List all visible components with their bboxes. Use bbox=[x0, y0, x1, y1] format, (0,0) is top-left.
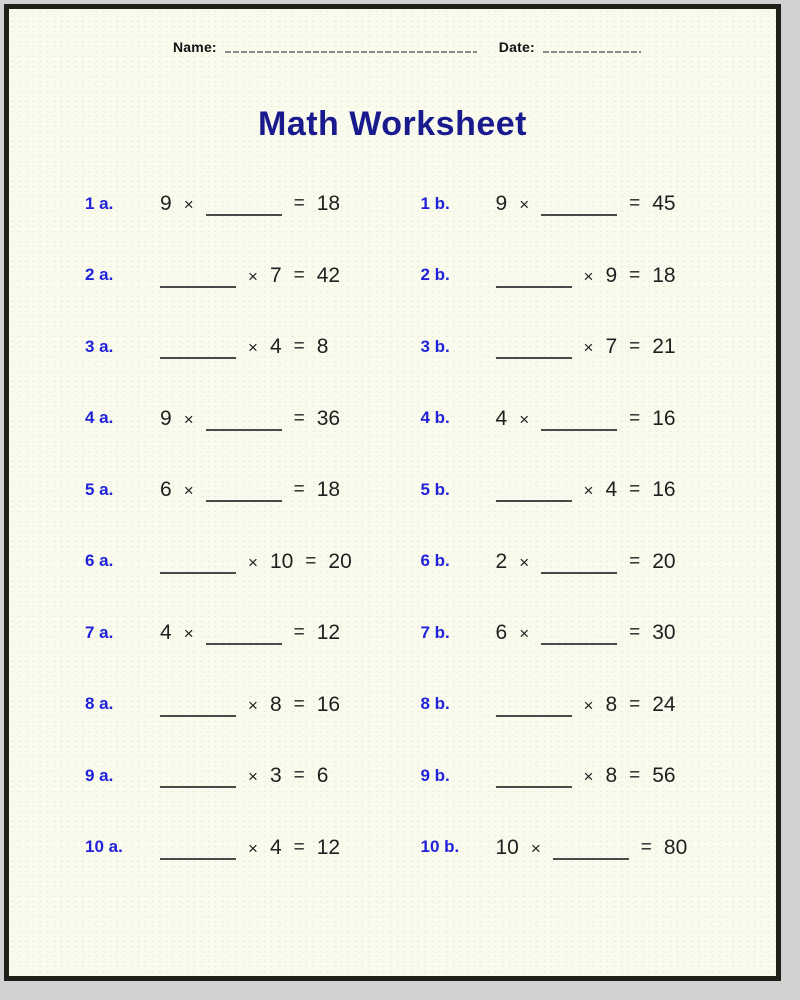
multiply-sign: × bbox=[248, 695, 258, 715]
answer-blank[interactable] bbox=[206, 643, 282, 645]
equals-sign: = bbox=[629, 479, 641, 501]
problem-number: 10 a. bbox=[85, 837, 123, 857]
problem-number: 3 b. bbox=[420, 336, 450, 356]
problem-8b bbox=[393, 669, 777, 741]
answer-blank[interactable] bbox=[160, 357, 236, 359]
multiply-sign: × bbox=[583, 338, 594, 358]
answer-blank[interactable] bbox=[496, 786, 572, 788]
answer-blank[interactable] bbox=[496, 500, 572, 502]
problem-number: 9 b. bbox=[420, 765, 450, 785]
product: 18 bbox=[316, 478, 341, 502]
problem-6b bbox=[393, 526, 777, 598]
factor: 6 bbox=[495, 621, 508, 645]
equation bbox=[496, 694, 676, 715]
answer-blank[interactable] bbox=[206, 214, 282, 216]
answer-blank[interactable] bbox=[160, 786, 236, 788]
multiply-sign: × bbox=[583, 266, 594, 286]
equation bbox=[160, 193, 340, 214]
factor: 4 bbox=[269, 835, 282, 859]
problem-3a bbox=[9, 311, 393, 383]
equation bbox=[496, 837, 688, 858]
product: 80 bbox=[663, 835, 688, 859]
problem-number: 8 a. bbox=[85, 694, 114, 714]
problem-4a bbox=[9, 383, 393, 455]
product: 30 bbox=[652, 621, 676, 645]
name-label: Name: bbox=[173, 39, 217, 55]
problem-10a bbox=[9, 812, 393, 884]
factor: 10 bbox=[495, 835, 519, 859]
factor: 4 bbox=[605, 478, 618, 502]
problem-number: 7 a. bbox=[85, 622, 114, 642]
problem-10b bbox=[393, 812, 777, 884]
equals-sign: = bbox=[629, 693, 641, 715]
answer-blank[interactable] bbox=[160, 715, 236, 717]
problem-number: 3 a. bbox=[85, 336, 114, 356]
multiply-sign: × bbox=[248, 266, 258, 286]
factor: 9 bbox=[160, 192, 172, 216]
equals-sign: = bbox=[305, 550, 317, 572]
factor: 7 bbox=[269, 263, 282, 287]
problem-2a bbox=[9, 240, 393, 312]
equation bbox=[160, 479, 340, 500]
equals-sign: = bbox=[293, 765, 305, 787]
problem-number: 10 b. bbox=[420, 837, 460, 857]
equals-sign: = bbox=[293, 693, 305, 715]
product: 12 bbox=[316, 835, 341, 859]
factor: 9 bbox=[160, 406, 172, 430]
equals-sign: = bbox=[629, 264, 641, 286]
problem-number: 9 a. bbox=[85, 765, 114, 785]
factor: 2 bbox=[495, 549, 508, 573]
equation bbox=[496, 622, 676, 643]
multiply-sign: × bbox=[583, 695, 594, 715]
equation bbox=[496, 551, 676, 572]
equals-sign: = bbox=[629, 550, 641, 572]
problem-number: 5 a. bbox=[85, 479, 114, 499]
multiply-sign: × bbox=[183, 624, 194, 644]
factor: 8 bbox=[269, 692, 282, 716]
problem-7a bbox=[9, 597, 393, 669]
product: 21 bbox=[652, 335, 676, 359]
factor: 8 bbox=[605, 692, 618, 716]
name-date-row bbox=[9, 35, 776, 55]
multiply-sign: × bbox=[183, 481, 194, 501]
equals-sign: = bbox=[629, 407, 641, 429]
product: 42 bbox=[316, 263, 341, 287]
problem-5b bbox=[393, 454, 777, 526]
factor: 3 bbox=[269, 764, 282, 788]
multiply-sign: × bbox=[519, 409, 530, 429]
product: 16 bbox=[316, 692, 341, 716]
equation bbox=[160, 408, 340, 429]
problem-1b bbox=[393, 168, 777, 240]
equals-sign: = bbox=[293, 336, 305, 358]
product: 6 bbox=[316, 764, 329, 788]
page-title: Math Worksheet bbox=[258, 105, 527, 143]
factor: 6 bbox=[160, 478, 172, 502]
answer-blank[interactable] bbox=[496, 357, 572, 359]
equals-sign: = bbox=[293, 193, 305, 215]
date-label: Date: bbox=[498, 39, 535, 55]
product: 45 bbox=[652, 192, 676, 216]
product: 12 bbox=[316, 621, 341, 645]
answer-blank[interactable] bbox=[496, 715, 572, 717]
equation bbox=[160, 551, 352, 572]
product: 20 bbox=[328, 549, 352, 573]
date-input-line[interactable] bbox=[543, 51, 641, 53]
product: 16 bbox=[652, 406, 676, 430]
factor: 4 bbox=[269, 335, 282, 359]
problem-number: 6 b. bbox=[420, 551, 450, 571]
answer-blank[interactable] bbox=[553, 858, 629, 860]
equation bbox=[496, 408, 676, 429]
multiply-sign: × bbox=[248, 838, 258, 858]
multiply-sign: × bbox=[583, 481, 594, 501]
problem-number: 8 b. bbox=[420, 694, 450, 714]
answer-blank[interactable] bbox=[496, 286, 572, 288]
equation bbox=[160, 694, 340, 715]
factor: 4 bbox=[160, 621, 172, 645]
problem-number: 7 b. bbox=[420, 622, 450, 642]
problem-4b bbox=[393, 383, 777, 455]
factor: 9 bbox=[605, 263, 618, 287]
product: 8 bbox=[316, 335, 329, 359]
equals-sign: = bbox=[293, 264, 305, 286]
problem-7b bbox=[393, 597, 777, 669]
problems-grid bbox=[9, 168, 776, 883]
problem-1a bbox=[9, 168, 393, 240]
problem-number: 4 b. bbox=[420, 408, 450, 428]
factor: 9 bbox=[495, 192, 508, 216]
problem-number: 1 b. bbox=[420, 193, 450, 213]
problem-6a bbox=[9, 526, 393, 598]
problem-number: 4 a. bbox=[85, 408, 114, 428]
problem-9a bbox=[9, 740, 393, 812]
multiply-sign: × bbox=[248, 767, 258, 787]
answer-blank[interactable] bbox=[160, 286, 236, 288]
multiply-sign: × bbox=[183, 409, 194, 429]
product: 16 bbox=[652, 478, 676, 502]
answer-blank[interactable] bbox=[541, 572, 617, 574]
problem-number: 6 a. bbox=[85, 551, 114, 571]
worksheet-page bbox=[4, 4, 781, 981]
equation bbox=[160, 837, 340, 858]
equals-sign: = bbox=[629, 336, 641, 358]
answer-blank[interactable] bbox=[541, 643, 617, 645]
answer-blank[interactable] bbox=[541, 214, 617, 216]
answer-blank[interactable] bbox=[160, 858, 236, 860]
product: 18 bbox=[652, 263, 676, 287]
problem-number: 1 a. bbox=[85, 193, 114, 213]
equation bbox=[160, 622, 340, 643]
multiply-sign: × bbox=[519, 624, 530, 644]
problem-number: 2 b. bbox=[420, 265, 450, 285]
problem-3b bbox=[393, 311, 777, 383]
equation bbox=[496, 265, 676, 286]
product: 20 bbox=[652, 549, 676, 573]
multiply-sign: × bbox=[519, 552, 530, 572]
equals-sign: = bbox=[629, 765, 641, 787]
equals-sign: = bbox=[293, 407, 305, 429]
factor: 8 bbox=[605, 764, 618, 788]
equation bbox=[496, 336, 676, 357]
multiply-sign: × bbox=[519, 195, 530, 215]
equals-sign: = bbox=[629, 193, 641, 215]
equals-sign: = bbox=[629, 622, 641, 644]
equation bbox=[496, 765, 676, 786]
answer-blank[interactable] bbox=[541, 429, 617, 431]
multiply-sign: × bbox=[583, 767, 594, 787]
equals-sign: = bbox=[640, 836, 652, 858]
problem-8a bbox=[9, 669, 393, 741]
problem-9b bbox=[393, 740, 777, 812]
problem-5a bbox=[9, 454, 393, 526]
product: 24 bbox=[652, 692, 676, 716]
equation bbox=[496, 479, 676, 500]
equals-sign: = bbox=[293, 479, 305, 501]
equation bbox=[160, 265, 340, 286]
equation bbox=[160, 765, 328, 786]
answer-blank[interactable] bbox=[206, 500, 282, 502]
product: 56 bbox=[652, 764, 676, 788]
equation bbox=[496, 193, 676, 214]
equation bbox=[160, 336, 328, 357]
problem-number: 2 a. bbox=[85, 265, 114, 285]
multiply-sign: × bbox=[183, 195, 194, 215]
product: 18 bbox=[316, 192, 341, 216]
equals-sign: = bbox=[293, 622, 305, 644]
factor: 10 bbox=[269, 549, 294, 573]
factor: 4 bbox=[495, 406, 508, 430]
answer-blank[interactable] bbox=[206, 429, 282, 431]
product: 36 bbox=[316, 406, 341, 430]
name-input-line[interactable] bbox=[225, 51, 477, 53]
problem-number: 5 b. bbox=[420, 479, 450, 499]
multiply-sign: × bbox=[248, 552, 258, 572]
multiply-sign: × bbox=[530, 838, 541, 858]
answer-blank[interactable] bbox=[160, 572, 236, 574]
factor: 7 bbox=[605, 335, 618, 359]
problem-2b bbox=[393, 240, 777, 312]
equals-sign: = bbox=[293, 836, 305, 858]
multiply-sign: × bbox=[248, 338, 258, 358]
